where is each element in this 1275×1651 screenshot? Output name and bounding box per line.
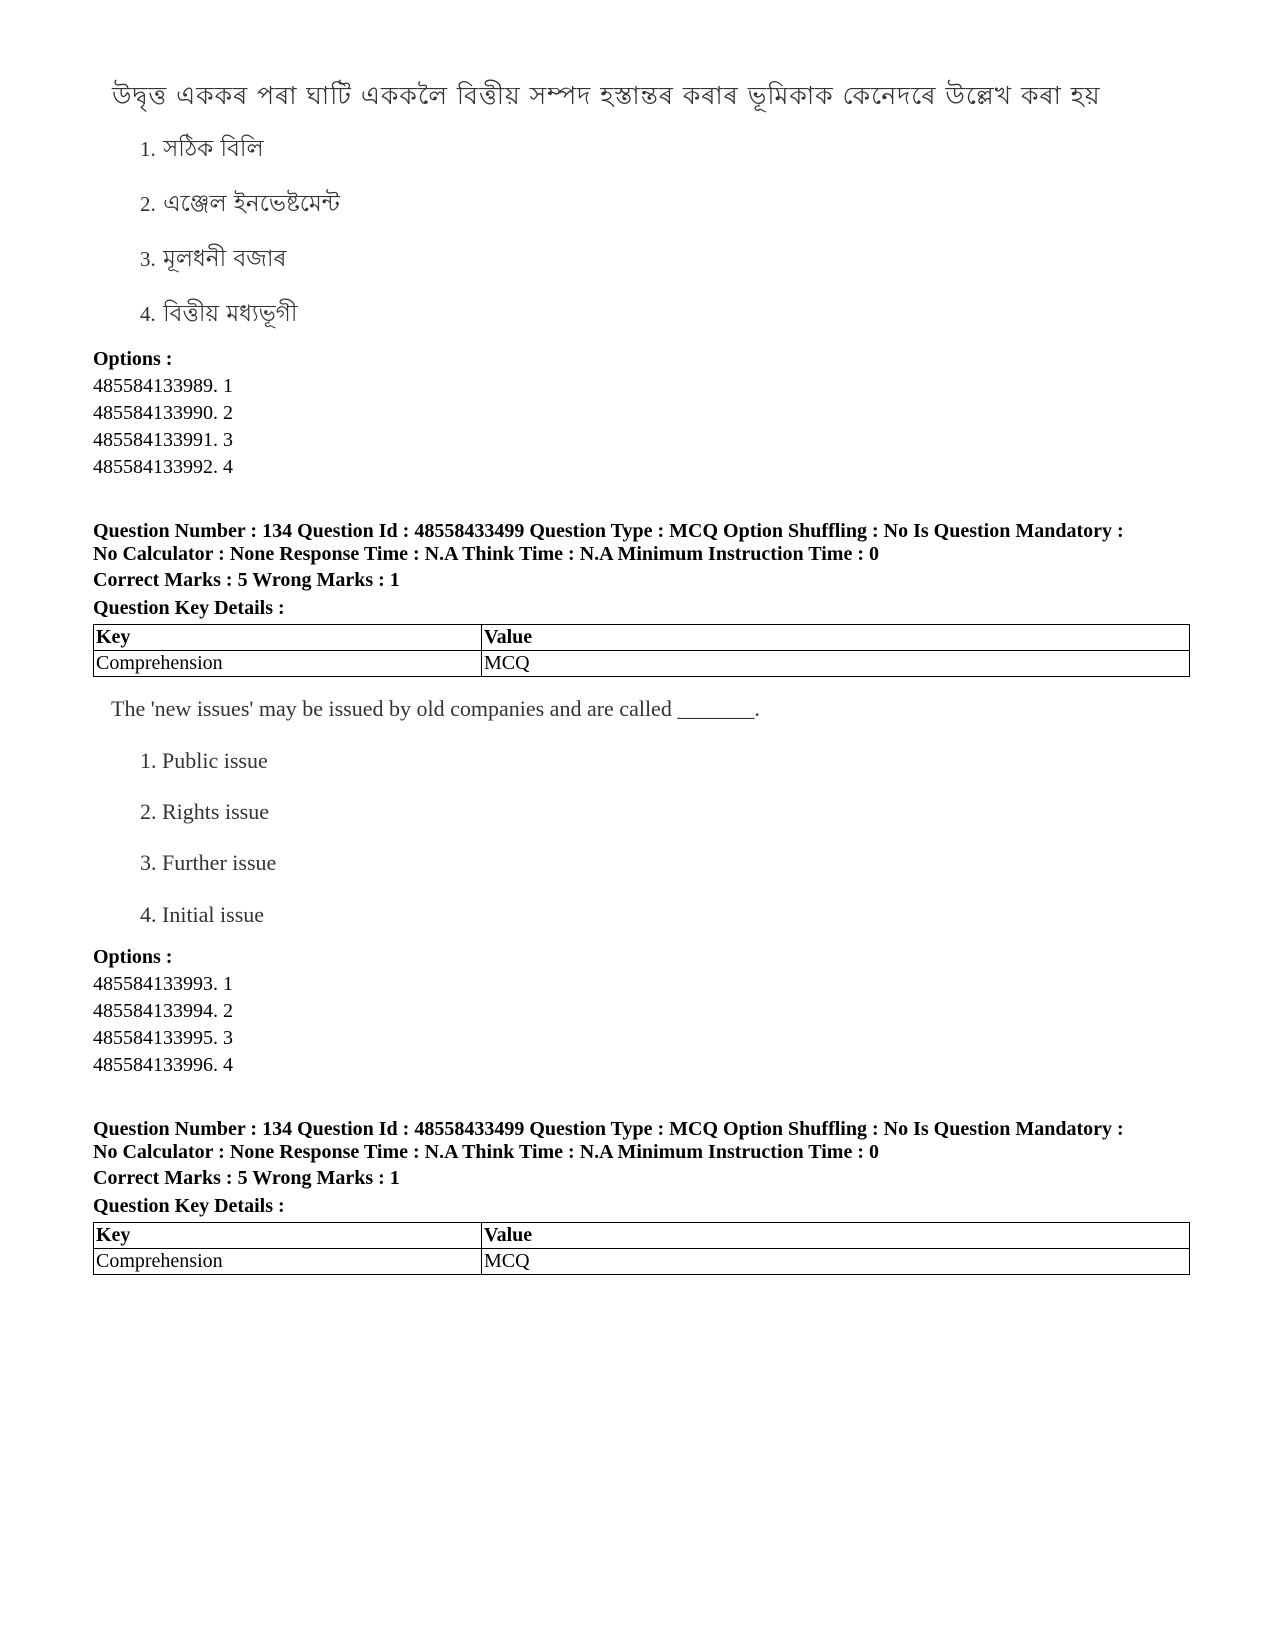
option-id: 485584133992. 4 <box>93 456 233 478</box>
choice-2 <box>140 799 269 825</box>
choice-text: Initial issue <box>162 902 265 927</box>
table-header-value: Value <box>482 1223 1190 1249</box>
choice-text: বিত্তীয় মধ্যভূগী <box>163 301 298 327</box>
choice-text: মূলধনী বজাৰ <box>163 246 287 272</box>
option-id: 485584133993. 1 <box>93 973 233 995</box>
choice-3 <box>140 850 276 876</box>
key-details-table <box>93 1222 1190 1275</box>
table-cell: MCQ <box>482 1249 1190 1275</box>
question-header-line-2: No Calculator : None Response Time : N.A Think Time : N.A Minimum Instruction Time : 0 <box>93 1141 879 1163</box>
option-id: 485584133990. 2 <box>93 402 233 424</box>
table-header-row <box>94 1223 1190 1249</box>
table-header-value: Value <box>482 625 1190 651</box>
choice-1 <box>140 748 268 774</box>
choice-4 <box>140 295 297 334</box>
choice-number: 3. <box>140 850 157 875</box>
option-id: 485584133991. 3 <box>93 429 233 451</box>
table-cell: Comprehension <box>94 1249 482 1275</box>
choice-4 <box>140 902 264 928</box>
choice-1 <box>140 130 264 169</box>
choice-number: 1. <box>140 748 157 773</box>
table-header-row <box>94 625 1190 651</box>
option-id: 485584133994. 2 <box>93 1000 233 1022</box>
table-row <box>94 1249 1190 1275</box>
choice-number: 2. <box>140 799 157 824</box>
choice-number: 3. <box>140 247 156 271</box>
table-cell: Comprehension <box>94 651 482 677</box>
choice-3 <box>140 240 286 279</box>
table-cell: MCQ <box>482 651 1190 677</box>
table-header-key: Key <box>94 625 482 651</box>
table-header-key: Key <box>94 1223 482 1249</box>
question-text-english: The 'new issues' may be issued by old companies and are called _______. <box>111 696 760 721</box>
question-header-line-1: Question Number : 134 Question Id : 48558433499 Question Type : MCQ Option Shuffling : No Is Question Mandatory : <box>93 1118 1124 1140</box>
options-label: Options : <box>93 946 173 968</box>
choice-number: 4. <box>140 902 157 927</box>
choice-number: 4. <box>140 302 156 326</box>
options-label: Options : <box>93 348 173 370</box>
choice-number: 2. <box>140 192 156 216</box>
question-header-line-1: Question Number : 134 Question Id : 48558433499 Question Type : MCQ Option Shuffling : No Is Question Mandatory : <box>93 520 1124 542</box>
choice-text: Further issue <box>162 850 277 875</box>
question-header-line-2: No Calculator : None Response Time : N.A Think Time : N.A Minimum Instruction Time : 0 <box>93 543 879 565</box>
choice-text: এঞ্জেল ইনভেষ্টমেন্ট <box>163 191 340 217</box>
choice-2 <box>140 185 340 224</box>
choice-text: সঠিক বিলি <box>163 136 264 162</box>
marks-line: Correct Marks : 5 Wrong Marks : 1 <box>93 569 400 591</box>
question-text-assamese: উদ্বৃত্ত এককৰ পৰা ঘাটি এককলৈ বিত্তীয় সম্পদ হস্তান্তৰ কৰাৰ ভূমিকাক কেনেদৰে উল্লেখ কৰা হয় <box>112 81 1101 110</box>
option-id: 485584133995. 3 <box>93 1027 233 1049</box>
key-details-label: Question Key Details : <box>93 1195 285 1217</box>
choice-text: Public issue <box>162 748 268 773</box>
option-id: 485584133996. 4 <box>93 1054 233 1076</box>
marks-line: Correct Marks : 5 Wrong Marks : 1 <box>93 1167 400 1189</box>
choice-number: 1. <box>140 137 156 161</box>
choice-text: Rights issue <box>162 799 269 824</box>
key-details-label: Question Key Details : <box>93 597 285 619</box>
key-details-table <box>93 624 1190 677</box>
table-row <box>94 651 1190 677</box>
option-id: 485584133989. 1 <box>93 375 233 397</box>
